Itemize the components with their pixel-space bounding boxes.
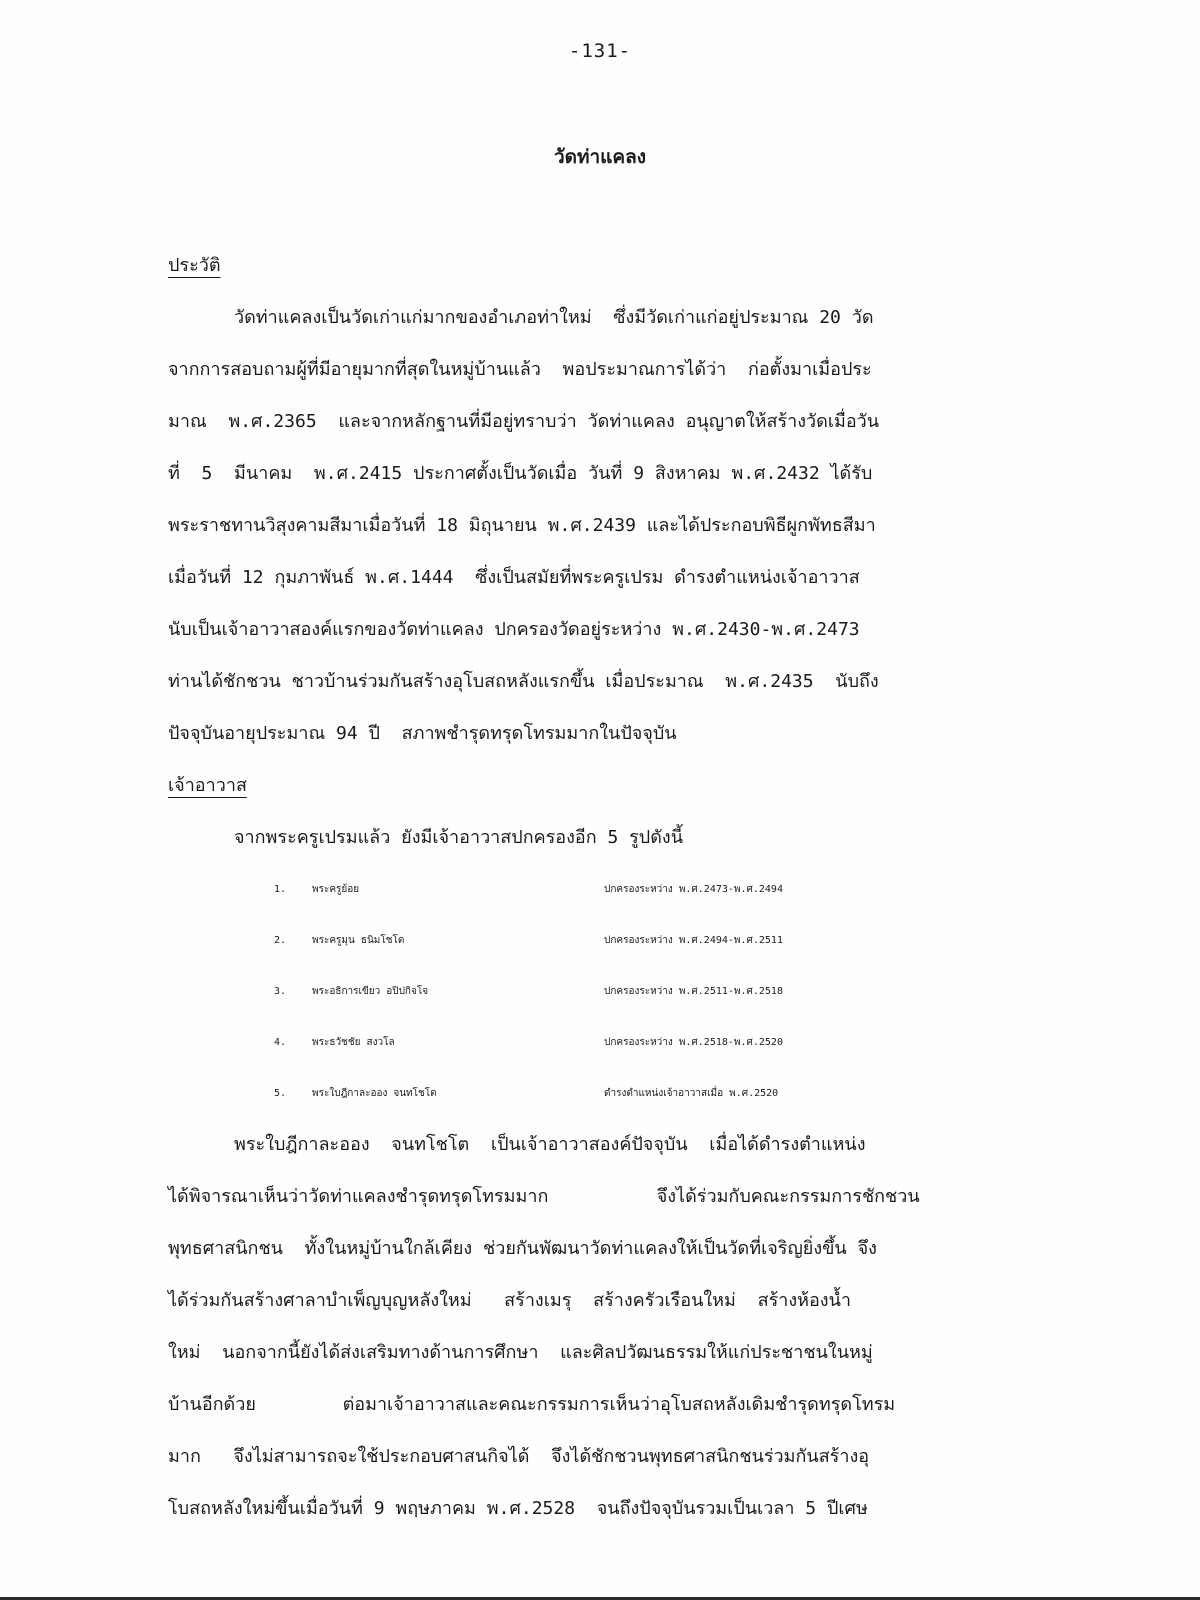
- text-line: ปัจจุบันอายุประมาณ 94 ปี สภาพชำรุดทรุดโทรมมากในปัจจุบัน: [168, 723, 677, 744]
- text-line: ที่ 5 มีนาคม พ.ศ.2415 ประกาศตั้งเป็นวัดเมื่อ วันที่ 9 สิงหาคม พ.ศ.2432 ได้รับ: [168, 463, 873, 484]
- abbots-heading: เจ้าอาวาส: [168, 775, 247, 796]
- text-line: พระราชทานวิสุงคามสีมาเมื่อวันที่ 18 มิถุนายน พ.ศ.2439 และได้ประกอบพิธีผูกพัทธสีมา: [168, 515, 876, 536]
- document-title: วัดท่าแคลง: [553, 146, 647, 168]
- text-line: พุทธศาสนิกชน ทั้งในหมู่บ้านใกล้เคียง ช่วยกันพัฒนาวัดท่าแคลงให้เป็นวัดที่เจริญยิ่งขึ้น จึง: [168, 1238, 877, 1259]
- abbot-name: พระครูย้อย: [312, 884, 360, 895]
- page-number: -131-: [568, 40, 632, 62]
- text-line: มาก จึงไม่สามารถจะใช้ประกอบศาสนกิจได้ จึงได้ชักชวนพุทธศาสนิกชนร่วมกันสร้างอุ: [168, 1446, 870, 1467]
- text-line: พระใบฎีกาละออง จนทโชโต เป็นเจ้าอาวาสองค์ปัจจุบัน เมื่อได้ดำรงตำแหน่ง: [234, 1134, 866, 1155]
- current-abbot-paragraph: [168, 1119, 1044, 1535]
- list-item: [168, 966, 1044, 1017]
- history-paragraph: [168, 292, 1044, 760]
- abbot-term: ปกครองระหว่าง พ.ศ.2518-พ.ศ.2520: [604, 1037, 783, 1048]
- abbot-name: พระครูมุน ธนิมโชโต: [312, 935, 405, 946]
- abbot-name: พระใบฎีกาละออง จนทโชโต: [312, 1088, 437, 1099]
- abbot-term: ปกครองระหว่าง พ.ศ.2511-พ.ศ.2518: [604, 986, 783, 997]
- abbot-term: ปกครองระหว่าง พ.ศ.2473-พ.ศ.2494: [604, 884, 783, 895]
- text-line: นับเป็นเจ้าอาวาสองค์แรกของวัดท่าแคลง ปกครองวัดอยู่ระหว่าง พ.ศ.2430-พ.ศ.2473: [168, 619, 860, 640]
- list-item: [168, 1017, 1044, 1068]
- abbot-number: 4.: [274, 1037, 287, 1048]
- history-heading: ประวัติ: [168, 255, 221, 276]
- abbot-number: 1.: [274, 884, 287, 895]
- abbots-intro: จากพระครูเปรมแล้ว ยังมีเจ้าอาวาสปกครองอีก 5 รูปดังนี้: [234, 827, 684, 848]
- text-line: ได้ร่วมกันสร้างศาลาบำเพ็ญบุญหลังใหม่ สร้างเมรุ สร้างครัวเรือนใหม่ สร้างห้องน้ำ: [168, 1290, 852, 1311]
- text-line: จากการสอบถามผู้ที่มีอายุมากที่สุดในหมู่บ้านแล้ว พอประมาณการได้ว่า ก่อตั้งมาเมื่อประ: [168, 359, 872, 380]
- abbot-term: ปกครองระหว่าง พ.ศ.2494-พ.ศ.2511: [604, 935, 783, 946]
- abbots-list: [168, 864, 1044, 1119]
- text-line: บ้านอีกด้วย ต่อมาเจ้าอาวาสและคณะกรรมการเห็นว่าอุโบสถหลังเดิมชำรุดทรุดโทรม: [168, 1394, 896, 1415]
- text-line: มาณ พ.ศ.2365 และจากหลักฐานที่มีอยู่ทราบว่า วัดท่าแคลง อนุญาตให้สร้างวัดเมื่อวัน: [168, 411, 880, 432]
- abbot-name: พระอธิการเขียว อปิปกิจโจ: [312, 986, 429, 997]
- text-line: ท่านได้ชักชวน ชาวบ้านร่วมกันสร้างอุโบสถหลังแรกขึ้น เมื่อประมาณ พ.ศ.2435 นับถึง: [168, 671, 879, 692]
- document-body: [168, 240, 1044, 1535]
- text-line: วัดท่าแคลงเป็นวัดเก่าแก่มากของอำเภอท่าใหม่ ซึ่งมีวัดเก่าแก่อยู่ประมาณ 20 วัด: [234, 307, 874, 328]
- text-line: ได้พิจารณาเห็นว่าวัดท่าแคลงชำรุดทรุดโทรมมาก จึงได้ร่วมกับคณะกรรมการชักชวน: [168, 1186, 920, 1207]
- abbot-number: 5.: [274, 1088, 287, 1099]
- list-item: [168, 1068, 1044, 1119]
- text-line: ใหม่ นอกจากนี้ยังได้ส่งเสริมทางด้านการศึกษา และศิลปวัฒนธรรมให้แก่ประชาชนในหมู่: [168, 1342, 873, 1363]
- abbot-number: 3.: [274, 986, 287, 997]
- abbot-number: 2.: [274, 935, 287, 946]
- abbot-name: พระธวัชชัย สงวโล: [312, 1037, 395, 1048]
- text-line: โบสถหลังใหม่ขึ้นเมื่อวันที่ 9 พฤษภาคม พ.ศ.2528 จนถึงปัจจุบันรวมเป็นเวลา 5 ปีเศษ: [168, 1498, 868, 1519]
- abbot-term: ดำรงตำแหน่งเจ้าอาวาสเมื่อ พ.ศ.2520: [604, 1088, 779, 1099]
- list-item: [168, 864, 1044, 915]
- text-line: เมื่อวันที่ 12 กุมภาพันธ์ พ.ศ.1444 ซึ่งเป็นสมัยที่พระครูเปรม ดำรงตำแหน่งเจ้าอาวาส: [168, 567, 860, 588]
- list-item: [168, 915, 1044, 966]
